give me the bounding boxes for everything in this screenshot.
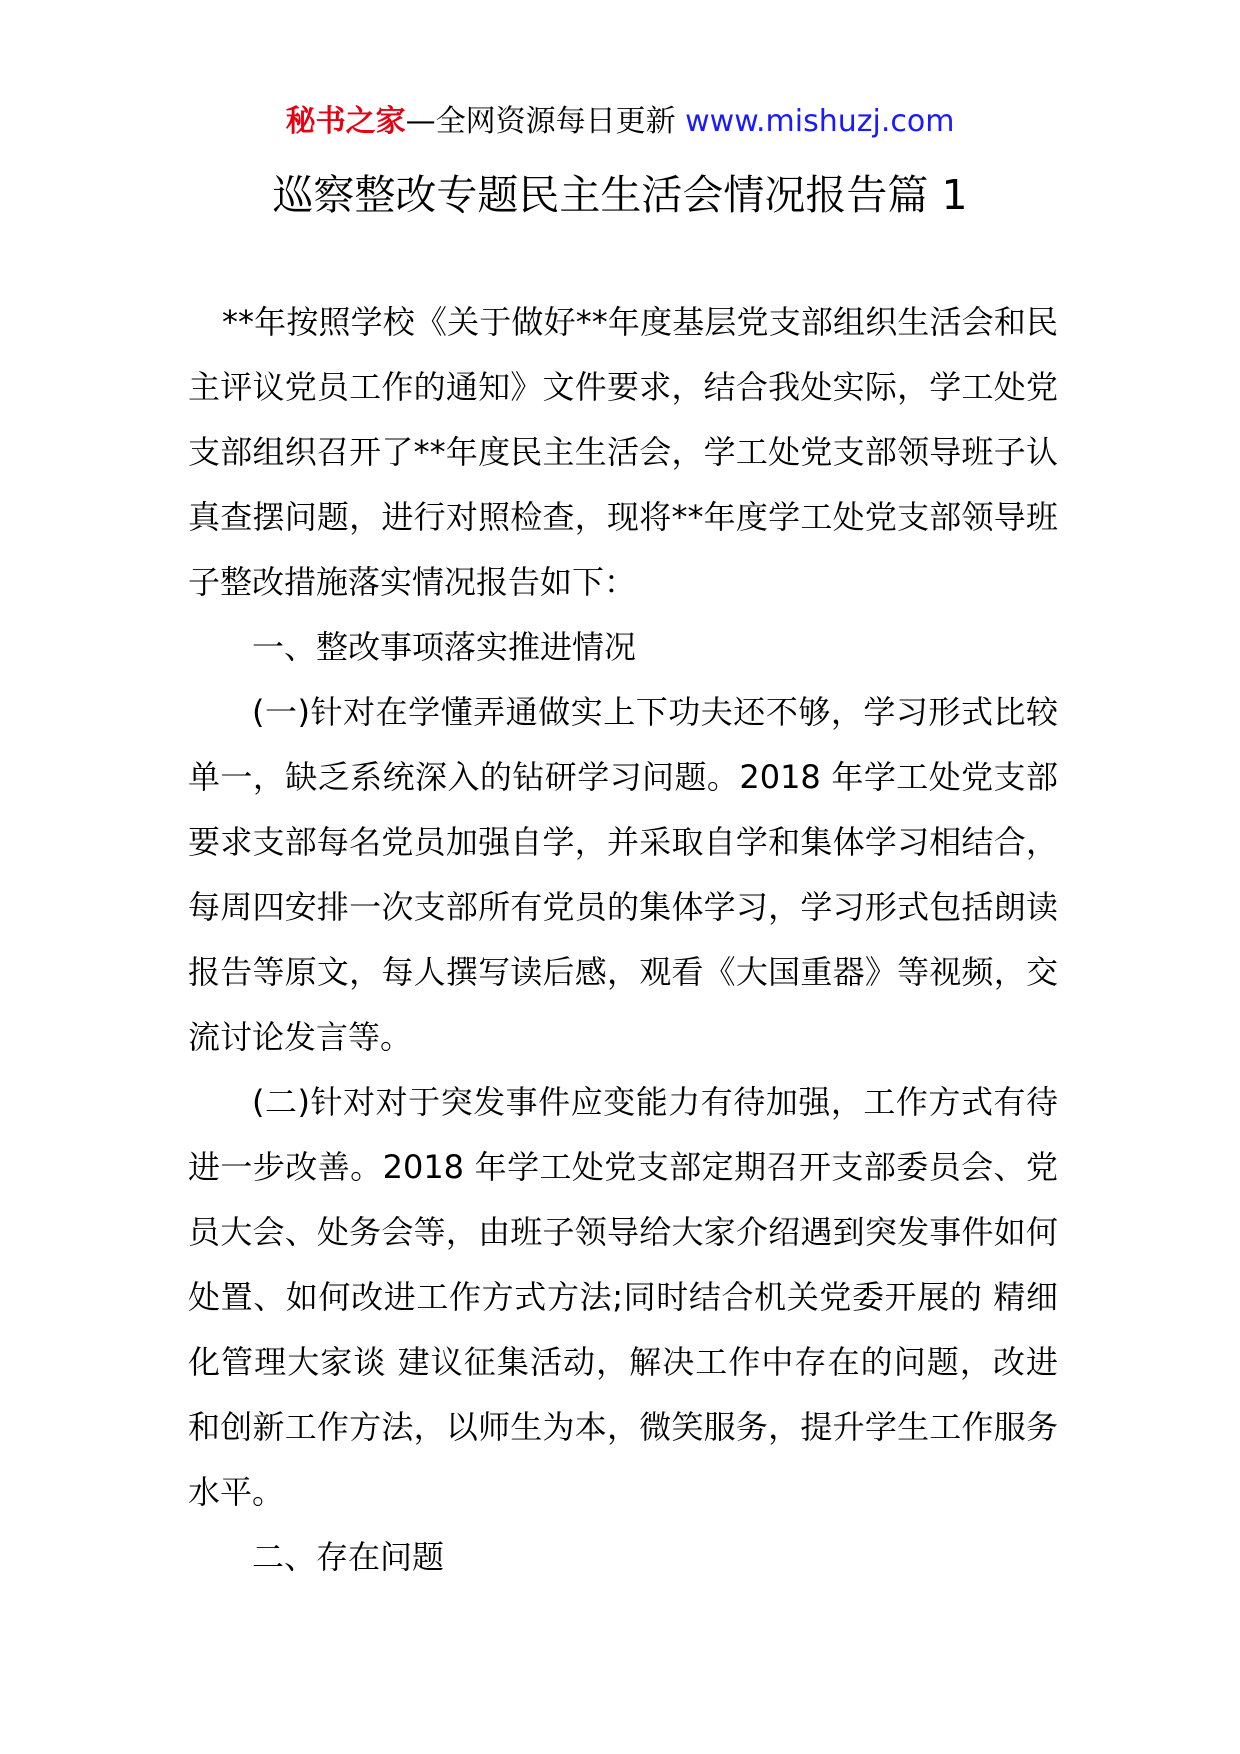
body-paragraph-1: (一)针对在学懂弄通做实上下功夫还不够，学习形式比较单一，缺乏系统深入的钻研学习问题。2018 年学工处党支部要求支部每名党员加强自学，并采取自学和集体学习相结合，每周四安排一次支部所有党员的集体学习，学习形式包括朗读报告等原文，每人撰写读后感，观看《大国重器》等视频，交流讨论发言等。 <box>188 693 1058 1056</box>
section-heading-2: 二、存在问题 <box>252 1538 445 1576</box>
header-tagline: —全网资源每日更新 <box>405 104 686 139</box>
brand-name: 秘书之家 <box>285 104 406 139</box>
document-title: 巡察整改专题民主生活会情况报告篇 1 <box>272 171 968 219</box>
section-heading-1: 一、整改事项落实推进情况 <box>252 628 637 666</box>
site-url-link[interactable]: www.mishuzj.com <box>685 104 955 139</box>
document-body <box>188 290 1058 1590</box>
watermark-header <box>0 102 1240 142</box>
body-paragraph-2: (二)针对对于突发事件应变能力有待加强，工作方式有待进一步改善。2018 年学工处党支部定期召开支部委员会、党员大会、处务会等，由班子领导给大家介绍遇到突发事件如何处置、如何改进工作方式方法;同时结合机关党委开展的 精细化管理大家谈 建议征集活动，解决工作中存在的问题，改进和创新工作方法，以师生为本，微笑服务，提升学生工作服务水平。 <box>188 1083 1058 1511</box>
intro-paragraph: **年按照学校《关于做好**年度基层党支部组织生活会和民主评议党员工作的通知》文件要求，结合我处实际，学工处党支部组织召开了**年度民主生活会，学工处党支部领导班子认真查摆问题，进行对照检查，现将**年度学工处党支部领导班子整改措施落实情况报告如下： <box>188 303 1058 601</box>
